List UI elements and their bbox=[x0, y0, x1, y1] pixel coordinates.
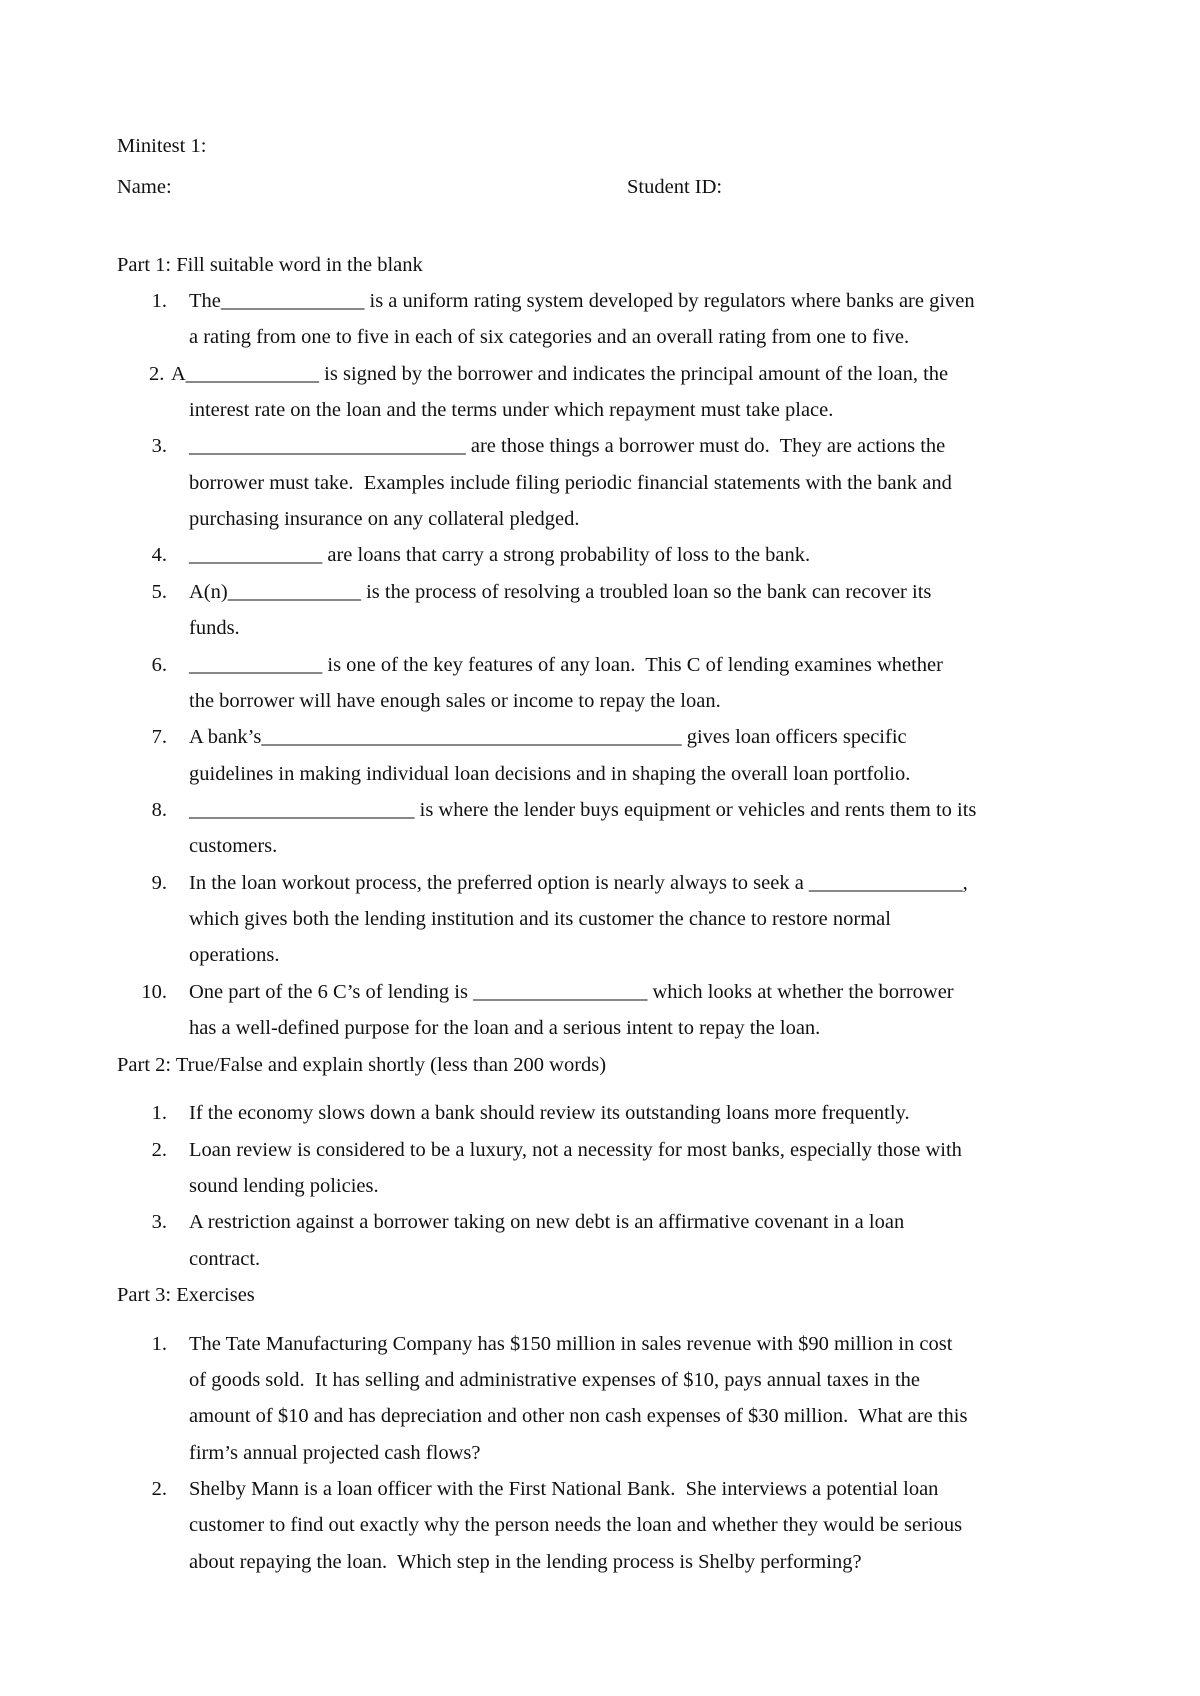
item-line: In the loan workout process, the preferred option is nearly always to seek a _______________, bbox=[189, 872, 968, 894]
item-number: 6. bbox=[151, 654, 167, 676]
item-line: _____________ are loans that carry a strong probability of loss to the bank. bbox=[189, 544, 811, 566]
item-line: a rating from one to five in each of six categories and an overall rating from one to five. bbox=[189, 326, 910, 348]
item-line: about repaying the loan. Which step in the lending process is Shelby performing? bbox=[189, 1551, 862, 1573]
item-line: ___________________________ are those things a borrower must do. They are actions the bbox=[189, 435, 946, 457]
item-line: A restriction against a borrower taking on new debt is an affirmative covenant in a loan bbox=[189, 1211, 905, 1233]
item-line: _____________ is one of the key features of any loan. This C of lending examines whether bbox=[189, 654, 943, 676]
item-line: amount of $10 and has depreciation and other non cash expenses of $30 million. What are this bbox=[189, 1405, 968, 1427]
item-line: One part of the 6 C’s of lending is _________________ which looks at whether the borrower bbox=[189, 981, 954, 1003]
item-line: of goods sold. It has selling and administrative expenses of $10, pays annual taxes in the bbox=[189, 1369, 921, 1391]
item-line: If the economy slows down a bank should review its outstanding loans more frequently. bbox=[189, 1102, 910, 1124]
item-line: sound lending policies. bbox=[189, 1175, 379, 1197]
item-line: ______________________ is where the lender buys equipment or vehicles and rents them to its bbox=[189, 799, 977, 821]
item-number: 10. bbox=[141, 981, 167, 1003]
item-number: 3. bbox=[151, 435, 167, 457]
item-line: The Tate Manufacturing Company has $150 million in sales revenue with $90 million in cost bbox=[189, 1333, 953, 1355]
item-number: 8. bbox=[151, 799, 167, 821]
item-line: has a well-defined purpose for the loan and a serious intent to repay the loan. bbox=[189, 1017, 821, 1039]
item-line: A_____________ is signed by the borrower and indicates the principal amount of the loan, the bbox=[171, 363, 949, 385]
item-line: customer to find out exactly why the person needs the loan and whether they would be serious bbox=[189, 1514, 963, 1536]
item-line: borrower must take. Examples include filing periodic financial statements with the bank and bbox=[189, 472, 952, 494]
name-label: Name: bbox=[117, 176, 172, 198]
item-line: contract. bbox=[189, 1248, 261, 1270]
item-line: which gives both the lending institution and its customer the chance to restore normal bbox=[189, 908, 891, 930]
item-line: Loan review is considered to be a luxury, not a necessity for most banks, especially those with bbox=[189, 1139, 962, 1161]
item-number: 4. bbox=[151, 544, 167, 566]
item-number: 2. bbox=[149, 363, 165, 385]
item-line: purchasing insurance on any collateral pledged. bbox=[189, 508, 580, 530]
item-line: The______________ is a uniform rating system developed by regulators where banks are given bbox=[189, 290, 975, 312]
item-number: 2. bbox=[151, 1478, 167, 1500]
item-number: 9. bbox=[151, 872, 167, 894]
item-number: 1. bbox=[151, 1333, 167, 1355]
item-line: funds. bbox=[189, 617, 240, 639]
item-line: interest rate on the loan and the terms under which repayment must take place. bbox=[189, 399, 834, 421]
item-number: 5. bbox=[151, 581, 167, 603]
minitest-title: Minitest 1: bbox=[117, 135, 207, 157]
item-line: the borrower will have enough sales or income to repay the loan. bbox=[189, 690, 721, 712]
item-line: firm’s annual projected cash flows? bbox=[189, 1442, 481, 1464]
part2-heading: Part 2: True/False and explain shortly (less than 200 words) bbox=[117, 1054, 607, 1076]
item-line: guidelines in making individual loan decisions and in shaping the overall loan portfolio. bbox=[189, 763, 911, 785]
item-line: operations. bbox=[189, 944, 280, 966]
item-line: A(n)_____________ is the process of resolving a troubled loan so the bank can recover its bbox=[189, 581, 932, 603]
item-line: customers. bbox=[189, 835, 278, 857]
item-number: 1. bbox=[151, 290, 167, 312]
student-id-label: Student ID: bbox=[627, 176, 723, 198]
item-line: A bank’s_________________________________________ gives loan officers specific bbox=[189, 726, 907, 748]
item-number: 1. bbox=[151, 1102, 167, 1124]
part1-heading: Part 1: Fill suitable word in the blank bbox=[117, 254, 423, 276]
item-line: Shelby Mann is a loan officer with the First National Bank. She interviews a potential loan bbox=[189, 1478, 939, 1500]
item-number: 3. bbox=[151, 1211, 167, 1233]
item-number: 7. bbox=[151, 726, 167, 748]
item-number: 2. bbox=[151, 1139, 167, 1161]
part3-heading: Part 3: Exercises bbox=[117, 1284, 255, 1306]
